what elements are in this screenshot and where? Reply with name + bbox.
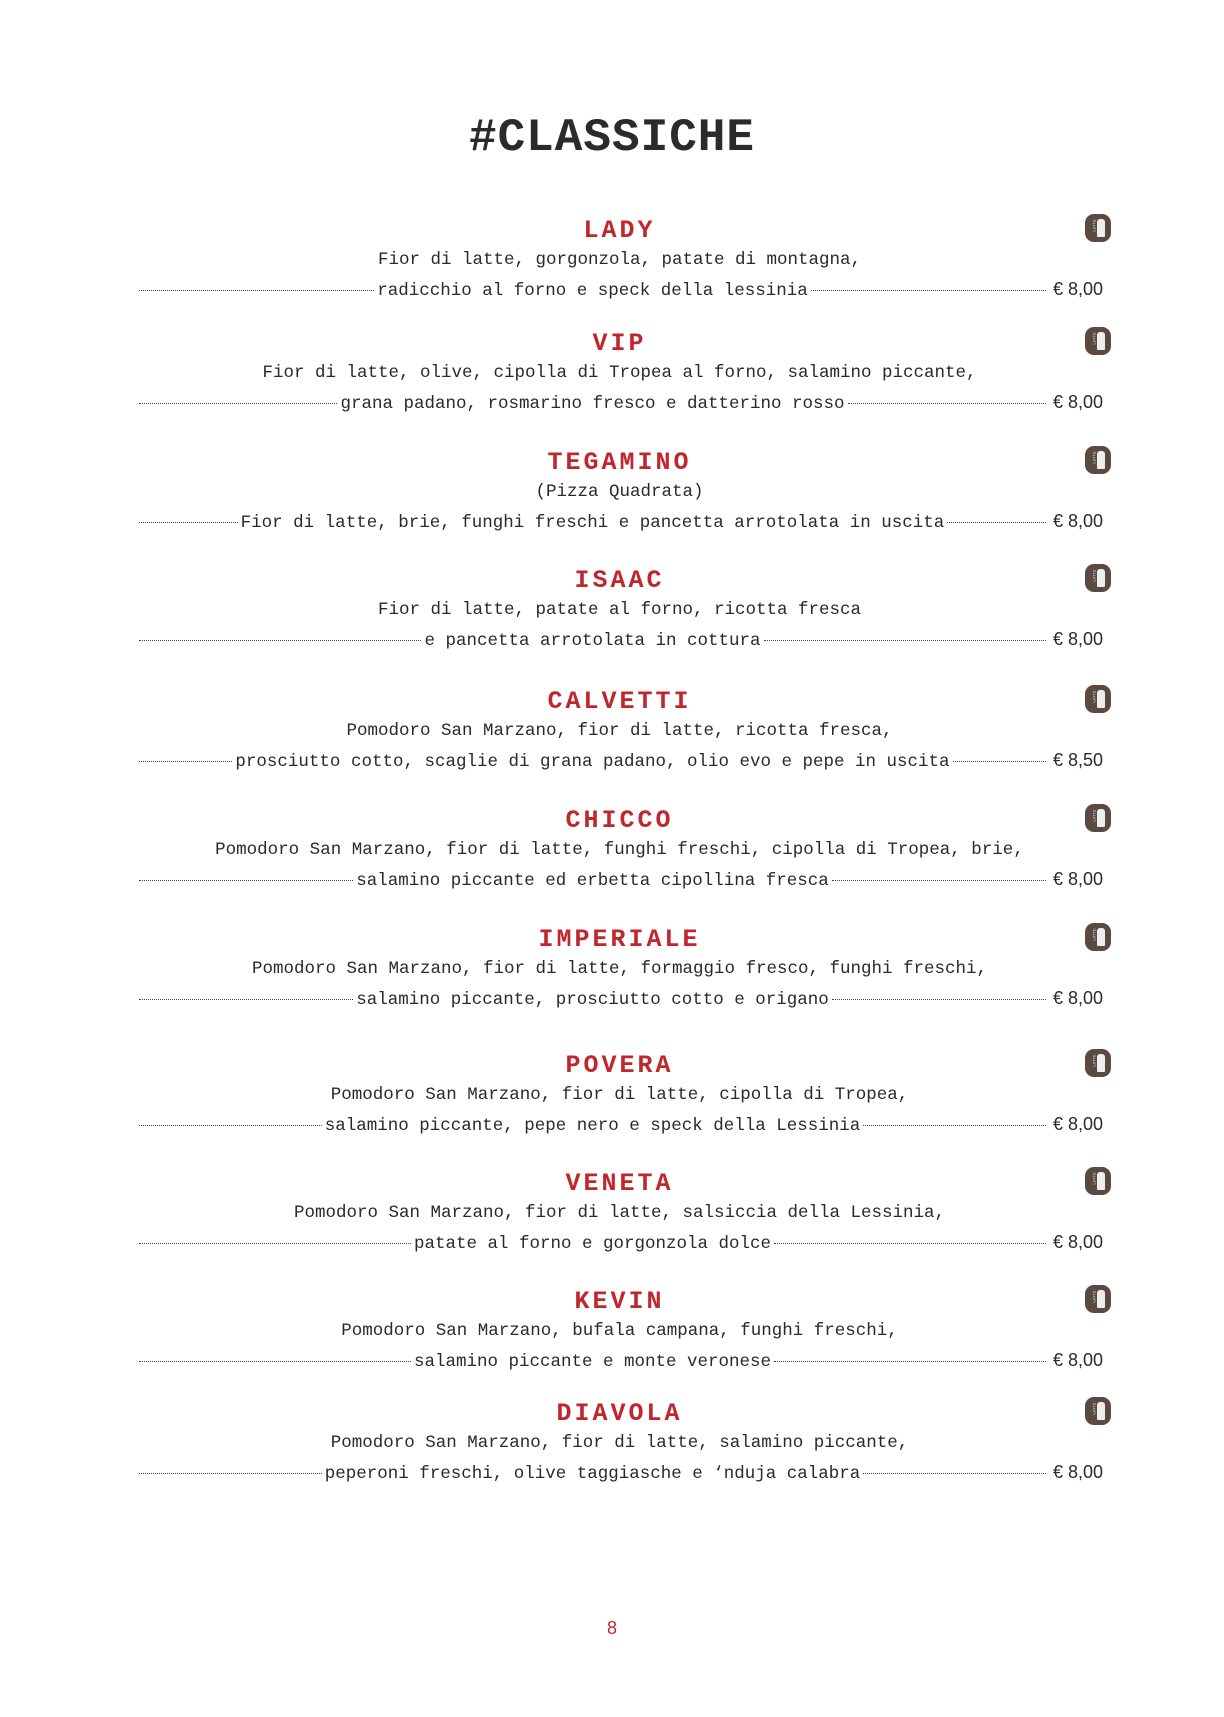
dotted-leader [848,403,1046,404]
item-description-line: prosciutto cotto, scaglie di grana padano, olio evo e pepe in uscita [235,752,950,772]
milk-icon [1085,214,1111,242]
item-description-line: e pancetta arrotolata in cottura [424,631,761,651]
page-number: 8 [606,1618,617,1638]
dotted-leader [863,1125,1046,1126]
menu-item [136,329,1103,417]
item-price: € 8,00 [1052,1114,1104,1134]
item-description-line: Pomodoro San Marzano, fior di latte, funghi freschi, cipolla di Tropea, brie, [215,840,1024,860]
dotted-leader [947,522,1046,523]
item-price: € 8,00 [1052,392,1104,412]
item-description-line: Fior di latte, gorgonzola, patate di montagna, [377,250,862,270]
dotted-leader [832,999,1046,1000]
item-name: DIAVOLA [556,1399,683,1428]
item-description-line: radicchio al forno e speck della lessinia [377,281,808,301]
menu-item [136,1287,1103,1375]
icon-label: LATTE [1091,332,1097,345]
dotted-leader [764,640,1046,641]
menu-item [136,806,1103,894]
item-price: € 8,00 [1052,988,1103,1008]
item-description-line: salamino piccante, pepe nero e speck della Lessinia [324,1116,861,1136]
dotted-leader [863,1473,1046,1474]
item-price: € 8,50 [1052,750,1104,770]
item-description-line: Fior di latte, olive, cipolla di Tropea al forno, salamino piccante, [262,363,977,383]
item-description-line: Fior di latte, brie, funghi freschi e pancetta arrotolata in uscita [240,513,945,533]
menu-item [136,448,1103,536]
item-price: € 8,00 [1052,869,1103,889]
item-description-line: salamino piccante e monte veronese [413,1352,772,1372]
milk-icon [1085,923,1111,951]
item-name: IMPERIALE [538,925,701,954]
milk-icon [1085,446,1111,474]
item-name: TEGAMINO [547,448,692,477]
item-description-line: Pomodoro San Marzano, fior di latte, formaggio fresco, funghi freschi, [251,959,988,979]
dotted-leader [139,640,421,641]
item-name: LADY [583,216,656,245]
menu-item [136,216,1103,304]
icon-label: LATTE [1091,809,1097,822]
item-description-line: Pomodoro San Marzano, fior di latte, salsiccia della Lessinia, [293,1203,946,1223]
item-price: € 8,00 [1052,629,1104,649]
item-description-line: Pomodoro San Marzano, bufala campana, funghi freschi, [341,1321,898,1341]
dotted-leader [811,290,1046,291]
item-price: € 8,00 [1052,1462,1104,1482]
icon-label: LATTE [1091,690,1097,703]
milk-icon [1085,685,1111,713]
dotted-leader [139,1125,322,1126]
item-description-line: Pomodoro San Marzano, fior di latte, salamino piccante, [330,1433,909,1453]
item-description-line: peperoni freschi, olive taggiasche e ‘nduja calabra [324,1464,861,1484]
dotted-leader [139,1243,411,1244]
item-price: € 8,00 [1052,1350,1104,1370]
item-name: VENETA [565,1169,674,1198]
item-description-line: (Pizza Quadrata) [535,482,704,502]
dotted-leader [139,761,232,762]
menu-item [136,687,1103,775]
dotted-leader [139,1473,322,1474]
milk-icon [1085,327,1111,355]
milk-icon [1085,1397,1111,1425]
icon-label: LATTE [1091,1172,1097,1185]
icon-label: LATTE [1091,1290,1097,1303]
menu-item [136,925,1103,1013]
item-name: ISAAC [574,566,665,595]
milk-icon [1085,1285,1111,1313]
item-name: CALVETTI [547,687,692,716]
icon-label: LATTE [1091,1054,1097,1067]
item-description-line: Pomodoro San Marzano, fior di latte, cipolla di Tropea, [330,1085,909,1105]
item-price: € 8,00 [1052,279,1103,299]
item-description-line: patate al forno e gorgonzola dolce [413,1234,772,1254]
item-price: € 8,00 [1052,1232,1104,1252]
item-name: POVERA [565,1051,674,1080]
item-description-line: salamino piccante ed erbetta cipollina fresca [356,871,829,891]
menu-item [136,1399,1103,1487]
menu-item [136,566,1103,654]
milk-icon [1085,564,1111,592]
item-description-line: Fior di latte, patate al forno, ricotta fresca [377,600,862,620]
milk-icon [1085,804,1111,832]
dotted-leader [774,1243,1046,1244]
item-name: KEVIN [574,1287,665,1316]
dotted-leader [139,403,337,404]
item-description-line: salamino piccante, prosciutto cotto e origano [356,990,829,1010]
dotted-leader [139,880,353,881]
dotted-leader [832,880,1046,881]
dotted-leader [139,999,353,1000]
page-title: #CLASSICHE [468,112,756,164]
icon-label: LATTE [1091,1402,1097,1415]
item-description-line: Pomodoro San Marzano, fior di latte, ricotta fresca, [346,721,893,741]
menu-item [136,1169,1103,1257]
item-price: € 8,00 [1052,511,1104,531]
dotted-leader [139,522,238,523]
dotted-leader [774,1361,1046,1362]
milk-icon [1085,1167,1111,1195]
dotted-leader [953,761,1046,762]
item-name: CHICCO [565,806,674,835]
dotted-leader [139,1361,411,1362]
milk-icon [1085,1049,1111,1077]
menu-item [136,1051,1103,1139]
icon-label: LATTE [1091,569,1097,582]
item-name: VIP [592,329,647,358]
dotted-leader [139,290,374,291]
icon-label: LATTE [1091,219,1097,232]
icon-label: LATTE [1091,451,1097,464]
icon-label: LATTE [1091,928,1097,941]
item-description-line: grana padano, rosmarino fresco e datterino rosso [340,394,845,414]
